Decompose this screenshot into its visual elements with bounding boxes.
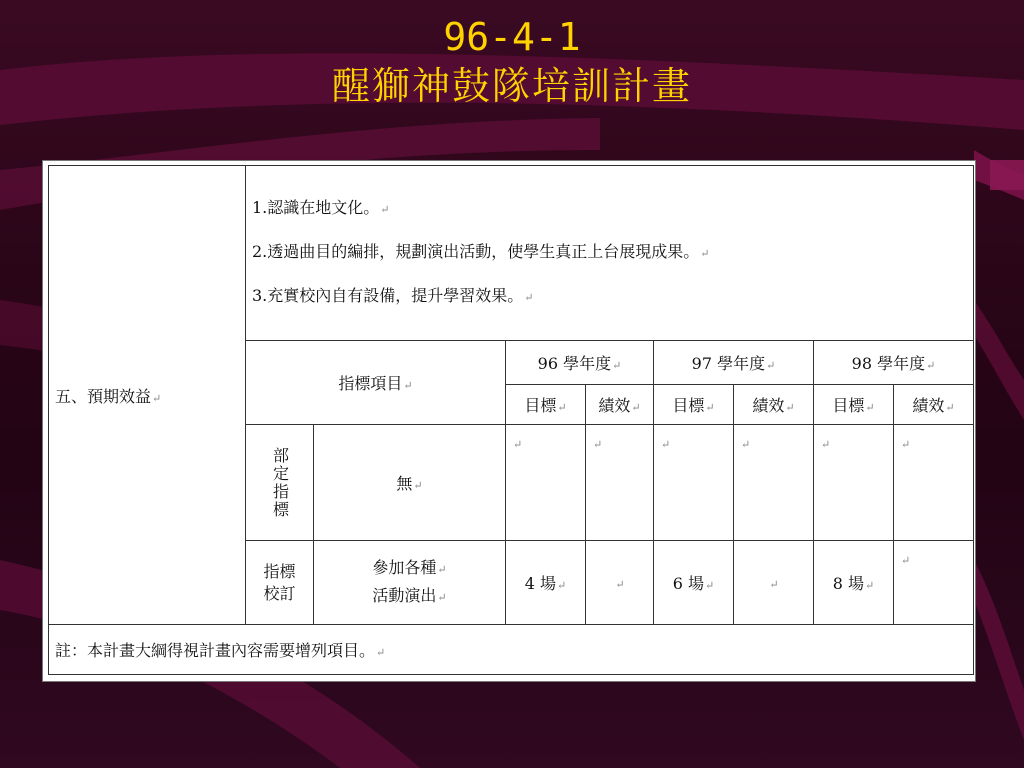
- target-header: 目標↵: [654, 385, 734, 425]
- performance-header: 績效↵: [586, 385, 654, 425]
- slide-title-code: 96-4-1: [443, 15, 581, 59]
- document-image: [42, 160, 976, 682]
- table-cell: ↵: [586, 425, 654, 541]
- row-category-school: 指標 校訂: [246, 541, 314, 625]
- slide-title-name: 醒獅神鼓隊培訓計畫: [331, 64, 692, 108]
- table-cell: ↵: [734, 541, 814, 625]
- row-item: 參加各種↵ 活動演出↵: [314, 541, 506, 625]
- year-header: 96 學年度↵: [506, 341, 654, 385]
- table-cell: 8 場↵: [814, 541, 894, 625]
- goal-item: 1.認識在地文化。↵: [252, 198, 390, 217]
- target-header: 目標↵: [506, 385, 586, 425]
- table-cell: ↵: [894, 425, 974, 541]
- year-header: 97 學年度↵: [654, 341, 814, 385]
- goal-item: 3.充實校內自有設備，提升學習效果。↵: [252, 286, 534, 305]
- row-category-ministry: 部定指標: [246, 425, 314, 541]
- section-label: 五、預期效益↵: [49, 166, 246, 625]
- table-note: 註：本計畫大綱得視計畫內容需要增列項目。↵: [49, 625, 974, 675]
- table-cell: ↵: [586, 541, 654, 625]
- performance-header: 績效↵: [894, 385, 974, 425]
- indicator-header: 指標項目↵: [246, 341, 506, 425]
- goals-cell: [246, 166, 974, 341]
- table-cell: 4 場↵: [506, 541, 586, 625]
- target-header: 目標↵: [814, 385, 894, 425]
- performance-header: 績效↵: [734, 385, 814, 425]
- table-cell: ↵: [734, 425, 814, 541]
- row-item: 無↵: [314, 425, 506, 541]
- table-cell: ↵: [506, 425, 586, 541]
- table-cell: 6 場↵: [654, 541, 734, 625]
- table-cell: ↵: [654, 425, 734, 541]
- year-header: 98 學年度↵: [814, 341, 974, 385]
- benefit-table: [48, 165, 974, 675]
- goal-item: 2.透過曲目的編排，規劃演出活動，使學生真正上台展現成果。↵: [252, 242, 710, 261]
- table-cell: ↵: [894, 541, 974, 625]
- slide-title: [0, 14, 1024, 112]
- table-cell: ↵: [814, 425, 894, 541]
